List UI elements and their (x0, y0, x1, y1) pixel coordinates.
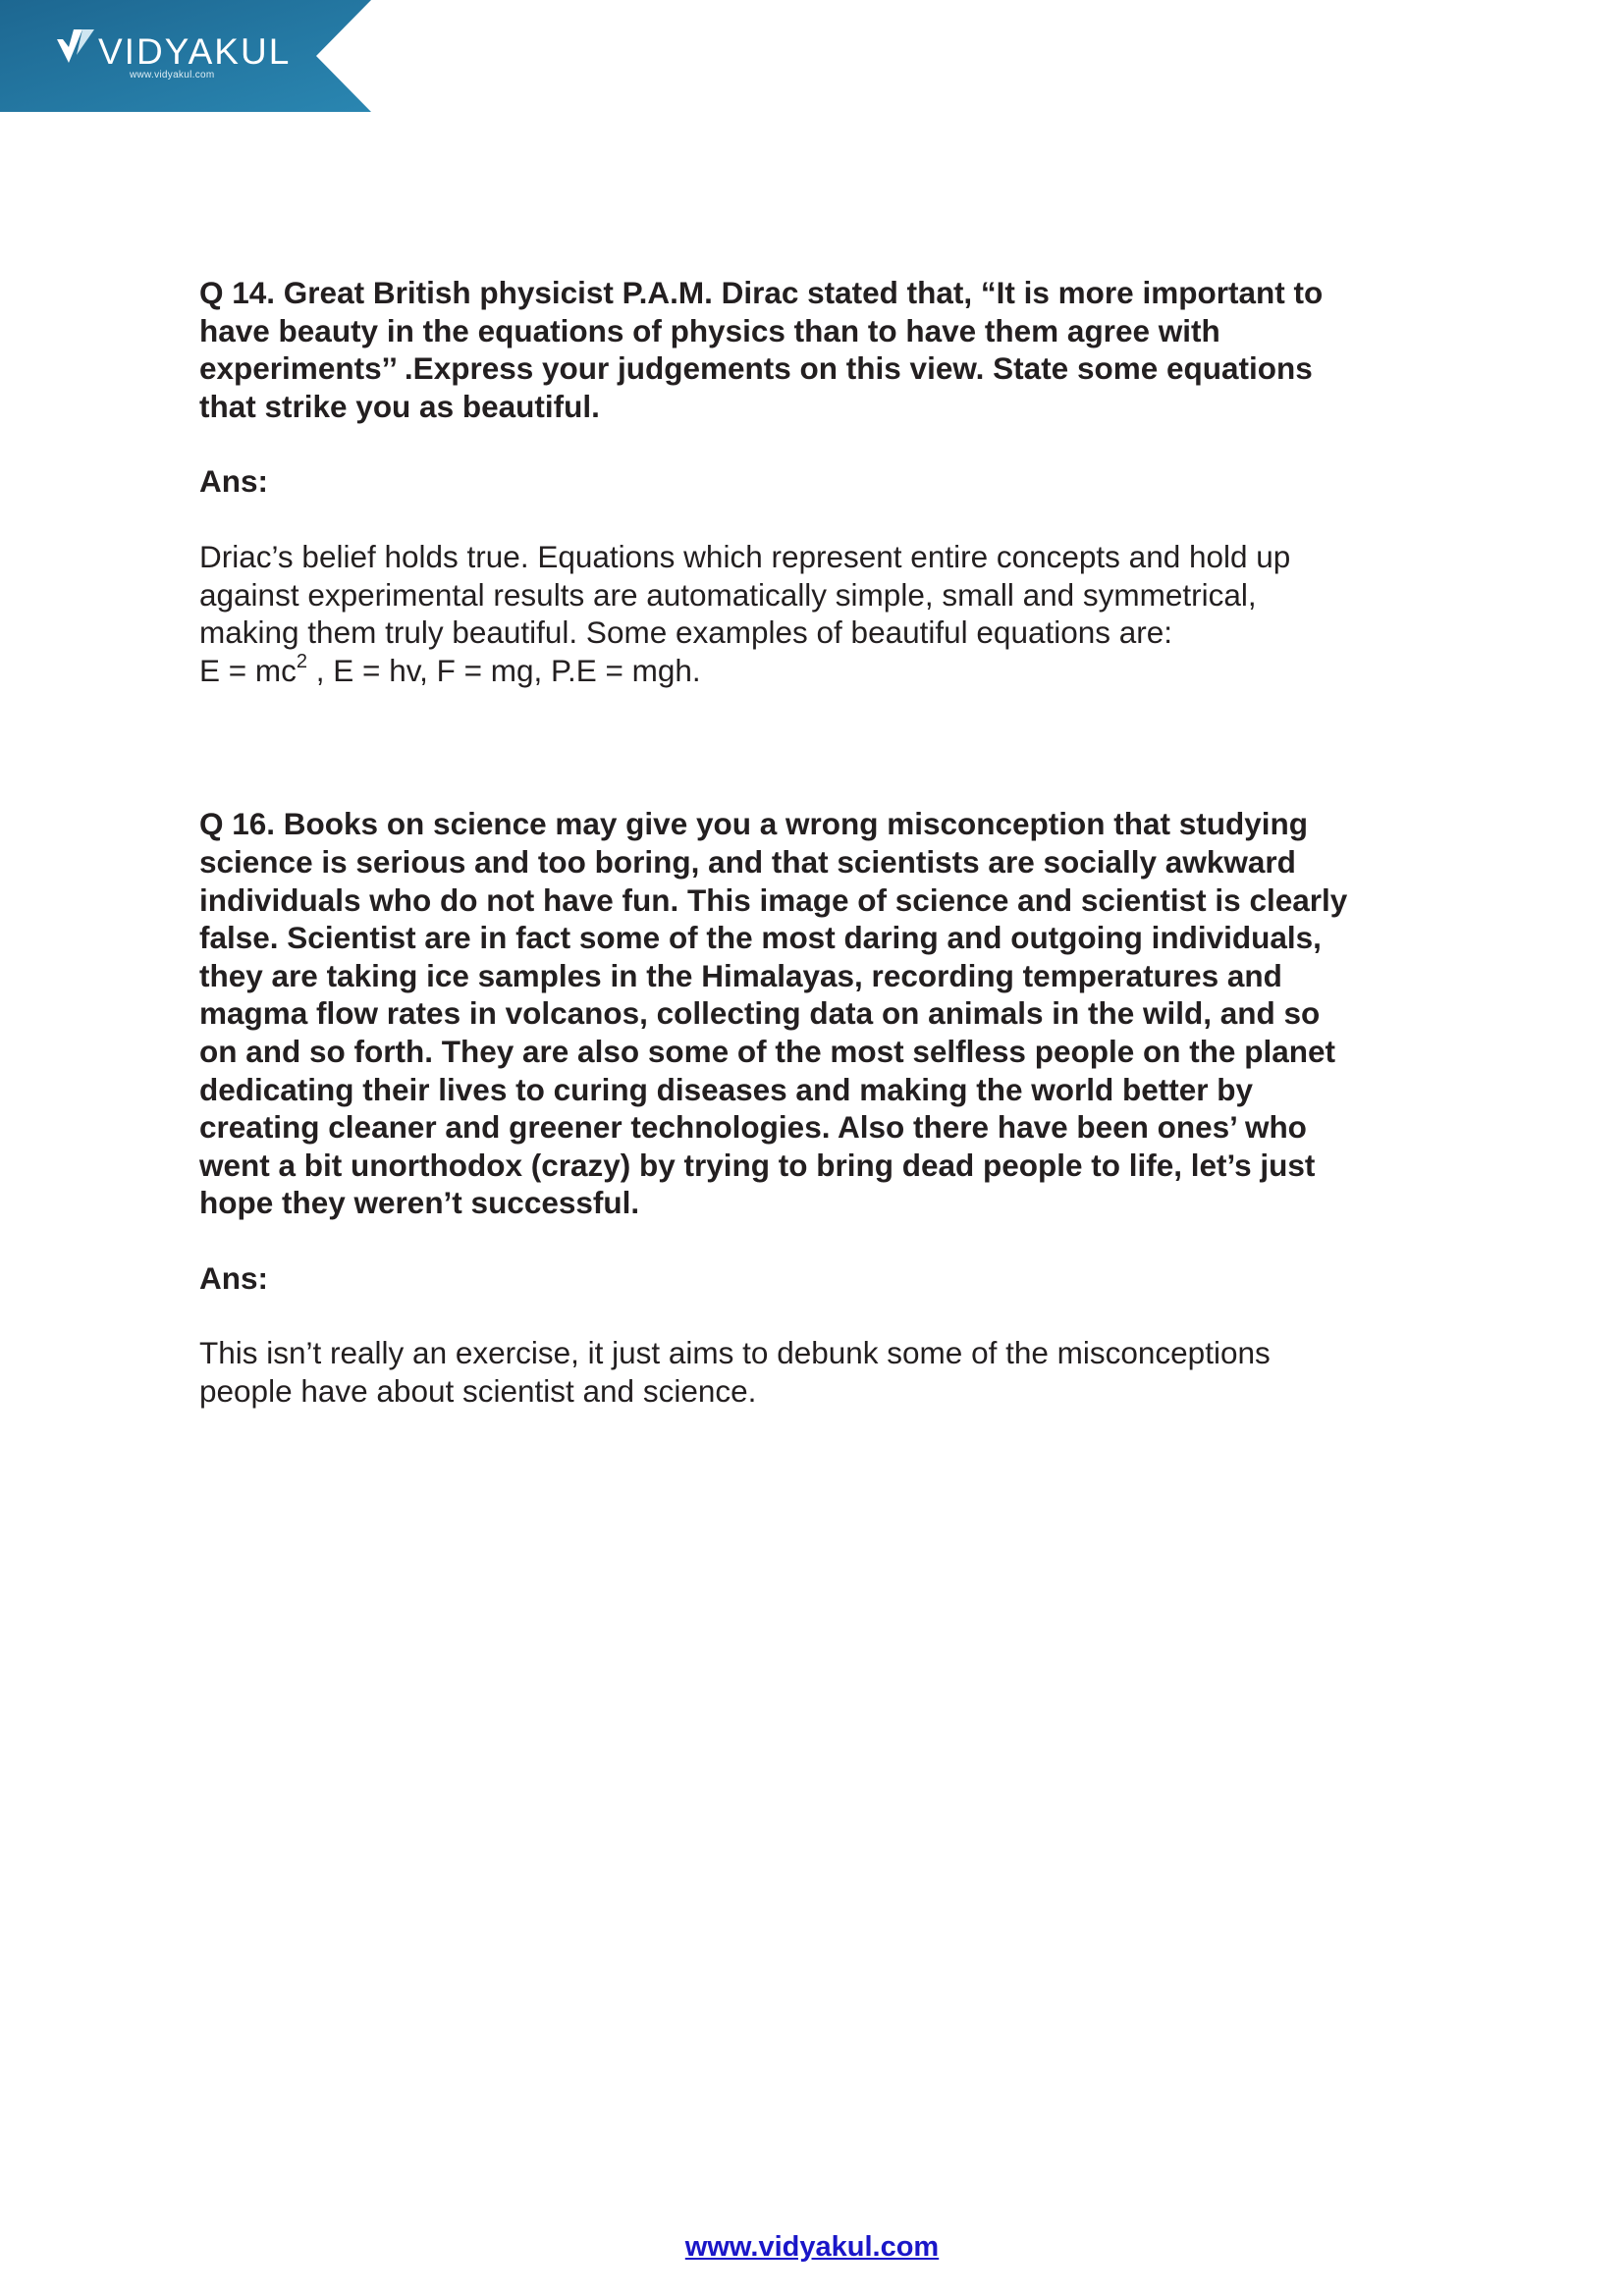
question-text: Q 14. Great British physicist P.A.M. Dirac stated that, “It is more important to have beauty in the equations of physics than to have them agree with experiments’’ .Express your judgements on this view. State some equations that strike you as beautiful. (199, 275, 1324, 424)
equation-exponent: 2 (296, 651, 308, 673)
answer-label: Ans: (199, 463, 268, 500)
equation-rest: , E = hv, F = mg, P.E = mgh. (307, 652, 701, 688)
footer-website-link[interactable]: www.vidyakul.com (684, 2231, 940, 2263)
document-body (199, 274, 1436, 1411)
question-text: Q 16. Books on science may give you a wrong misconception that studying science is serious and too boring, and that scientists are socially awkward individuals who do not have fun. This image of science and scientist is clearly false. Scientist are in fact some of the most daring and outgoing individuals, they are taking ice samples in the Himalayas, recording temperatures and magma flow rates in volcanos, collecting data on animals in the wild, and so on and so forth. They are also some of the most selfless people on the planet dedicating their lives to curing diseases and making the world better by creating cleaner and greener technologies. Also there have been ones’ who went a bit unorthodox (crazy) by trying to bring dead people to life, let’s just hope they weren’t successful. (199, 806, 1348, 1221)
brand-banner (0, 0, 371, 112)
brand-url: www.vidyakul.com (130, 70, 215, 80)
brand-name: VIDYAKUL (98, 31, 292, 72)
question-section-14 (199, 274, 1436, 689)
question-section-16 (199, 805, 1436, 1410)
equation-mc-base: E = mc (199, 652, 297, 688)
answer-label: Ans: (199, 1259, 268, 1296)
answer-text: Driac’s belief holds true. Equations which represent entire concepts and hold up against experimental results are automatically simple, small and symmetrical, making them truly beautiful. Some examples of beautiful equations are: (199, 538, 1291, 651)
answer-text: This isn’t really an exercise, it just aims to debunk some of the misconceptions people have about scientist and science. (199, 1335, 1271, 1410)
equations-line (199, 652, 1436, 690)
